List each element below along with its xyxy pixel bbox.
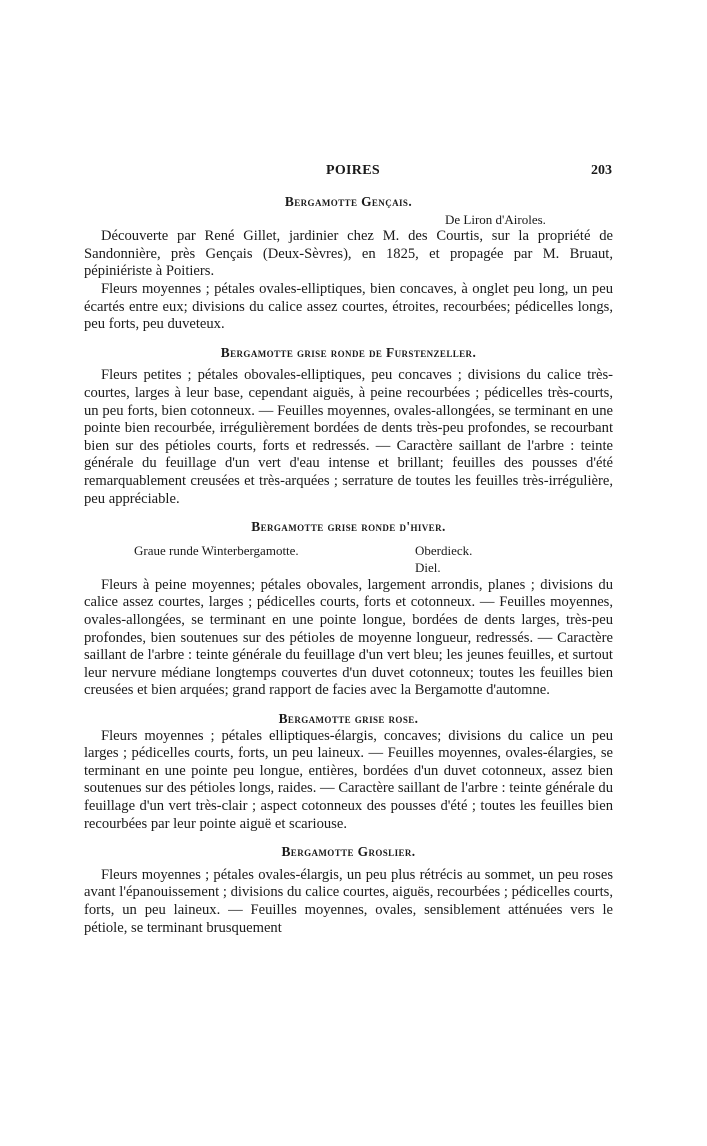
synonym-authority: Diel. <box>415 560 441 576</box>
entry-heading: Bergamotte grise ronde de Furstenzeller. <box>220 344 477 360</box>
entry-heading: Bergamotte grise rose. <box>278 711 419 727</box>
entry-heading: Bergamotte Groslier. <box>281 844 416 860</box>
entry-bergamotte-gencais <box>84 193 613 334</box>
entry-paragraph: Fleurs à peine moyennes; pétales obovales, largement arrondis, planes ; divisions du calice assez courtes, larges ; pédicelles courts, forts et cotonneux. — Feuilles moyennes, ovales-allongées, se terminant en une pointe longue, bordées de dents larges, très-peu profondes, bien soutenues sur des pétioles de moyenne longueur, redressés. — Caractère saillant de l'arbre : teinte générale du feuillage d'un vert bleu; les jeunes feuilles, et surtout leur nervure médiane longtemps couvertes d'un duvet cotonneux; toutes les feuilles bien creusées et bien arquées; grand rapport de facies avec la Bergamotte d'automne. <box>84 576 613 699</box>
entry-paragraph: Fleurs petites ; pétales obovales-elliptiques, peu concaves ; divisions du calice très-courtes, larges à leur base, cependant aiguës, à peine recourbées ; pédicelles très-courts, un peu forts, bien cotonneux. — Feuilles moyennes, ovales-allongées, se terminant en une pointe bien recourbée, irrégulièrement bordées de dents très-peu profondes, se recourbant bien sur des pétioles courts, forts et redressés. — Caractère saillant de l'arbre : teinte générale du feuillage d'un vert d'eau intense et brillant; feuilles des pousses d'été remarquablement creusées et très-arquées ; serrature de toutes les feuilles très-irrégulière, peu appréciable. <box>84 367 613 507</box>
entry-heading: Bergamotte Gençais. <box>284 194 413 209</box>
page-number: 203 <box>591 163 612 178</box>
entry-paragraph: Fleurs moyennes ; pétales ovales-elliptiques, bien concaves, à onglet peu long, un peu écartés entre eux; divisions du calice assez courtes, étroites, recourbées; pédicelles longs, peu forts, peu duveteux. <box>84 280 613 333</box>
entry-bergamotte-groslier <box>84 843 613 937</box>
entry-heading: Bergamotte grise ronde d'hiver. <box>251 519 446 535</box>
running-head <box>0 163 707 183</box>
entry-bergamotte-grise-ronde-de-furstenzeller <box>84 344 613 508</box>
synonym-row <box>84 559 613 577</box>
synonym-row <box>84 542 613 560</box>
entry-paragraph: Fleurs moyennes ; pétales elliptiques-élargis, concaves; divisions du calice un peu larges ; pédicelles courts, forts, un peu laineux. — Feuilles moyennes, ovales-élargies, se terminant en une pointe peu longue, entières, bordées d'un duvet cotonneux, assez bien soutenues sur des pétioles longs, raides. — Caractère saillant de l'arbre : teinte générale du feuillage d'un vert très-clair ; aspect cotonneux des pousses d'été ; toutes les feuilles bien recourbées par leur pointe aiguë et scariouse. <box>84 727 613 832</box>
synonym-authority: Oberdieck. <box>415 542 473 558</box>
page-body <box>84 193 613 937</box>
entry-paragraph: Fleurs moyennes ; pétales ovales-élargis, un peu plus rétrécis au sommet, un peu roses avant l'épanouissement ; divisions du calice courtes, aiguës, recourbées ; pédicelles courts, forts, un peu laineux. — Feuilles moyennes, ovales, sensiblement atténuées vers le pétiole, se terminant brusquement <box>84 866 613 936</box>
synonym-name: Graue runde Winterbergamotte. <box>134 542 299 558</box>
entry-bergamotte-grise-ronde-d-hiver <box>84 518 613 700</box>
running-head-title: POIRES <box>326 163 380 178</box>
entry-bergamotte-grise-rose <box>84 710 613 833</box>
synonym-row <box>84 211 613 229</box>
synonym-authority: De Liron d'Airoles. <box>445 211 546 227</box>
entry-paragraph: Découverte par René Gillet, jardinier chez M. des Courtis, sur la propriété de Sandonnière, près Gençais (Deux-Sèvres), en 1825, et propagée par M. Bruaut, pépiniériste à Poitiers. <box>84 228 613 280</box>
